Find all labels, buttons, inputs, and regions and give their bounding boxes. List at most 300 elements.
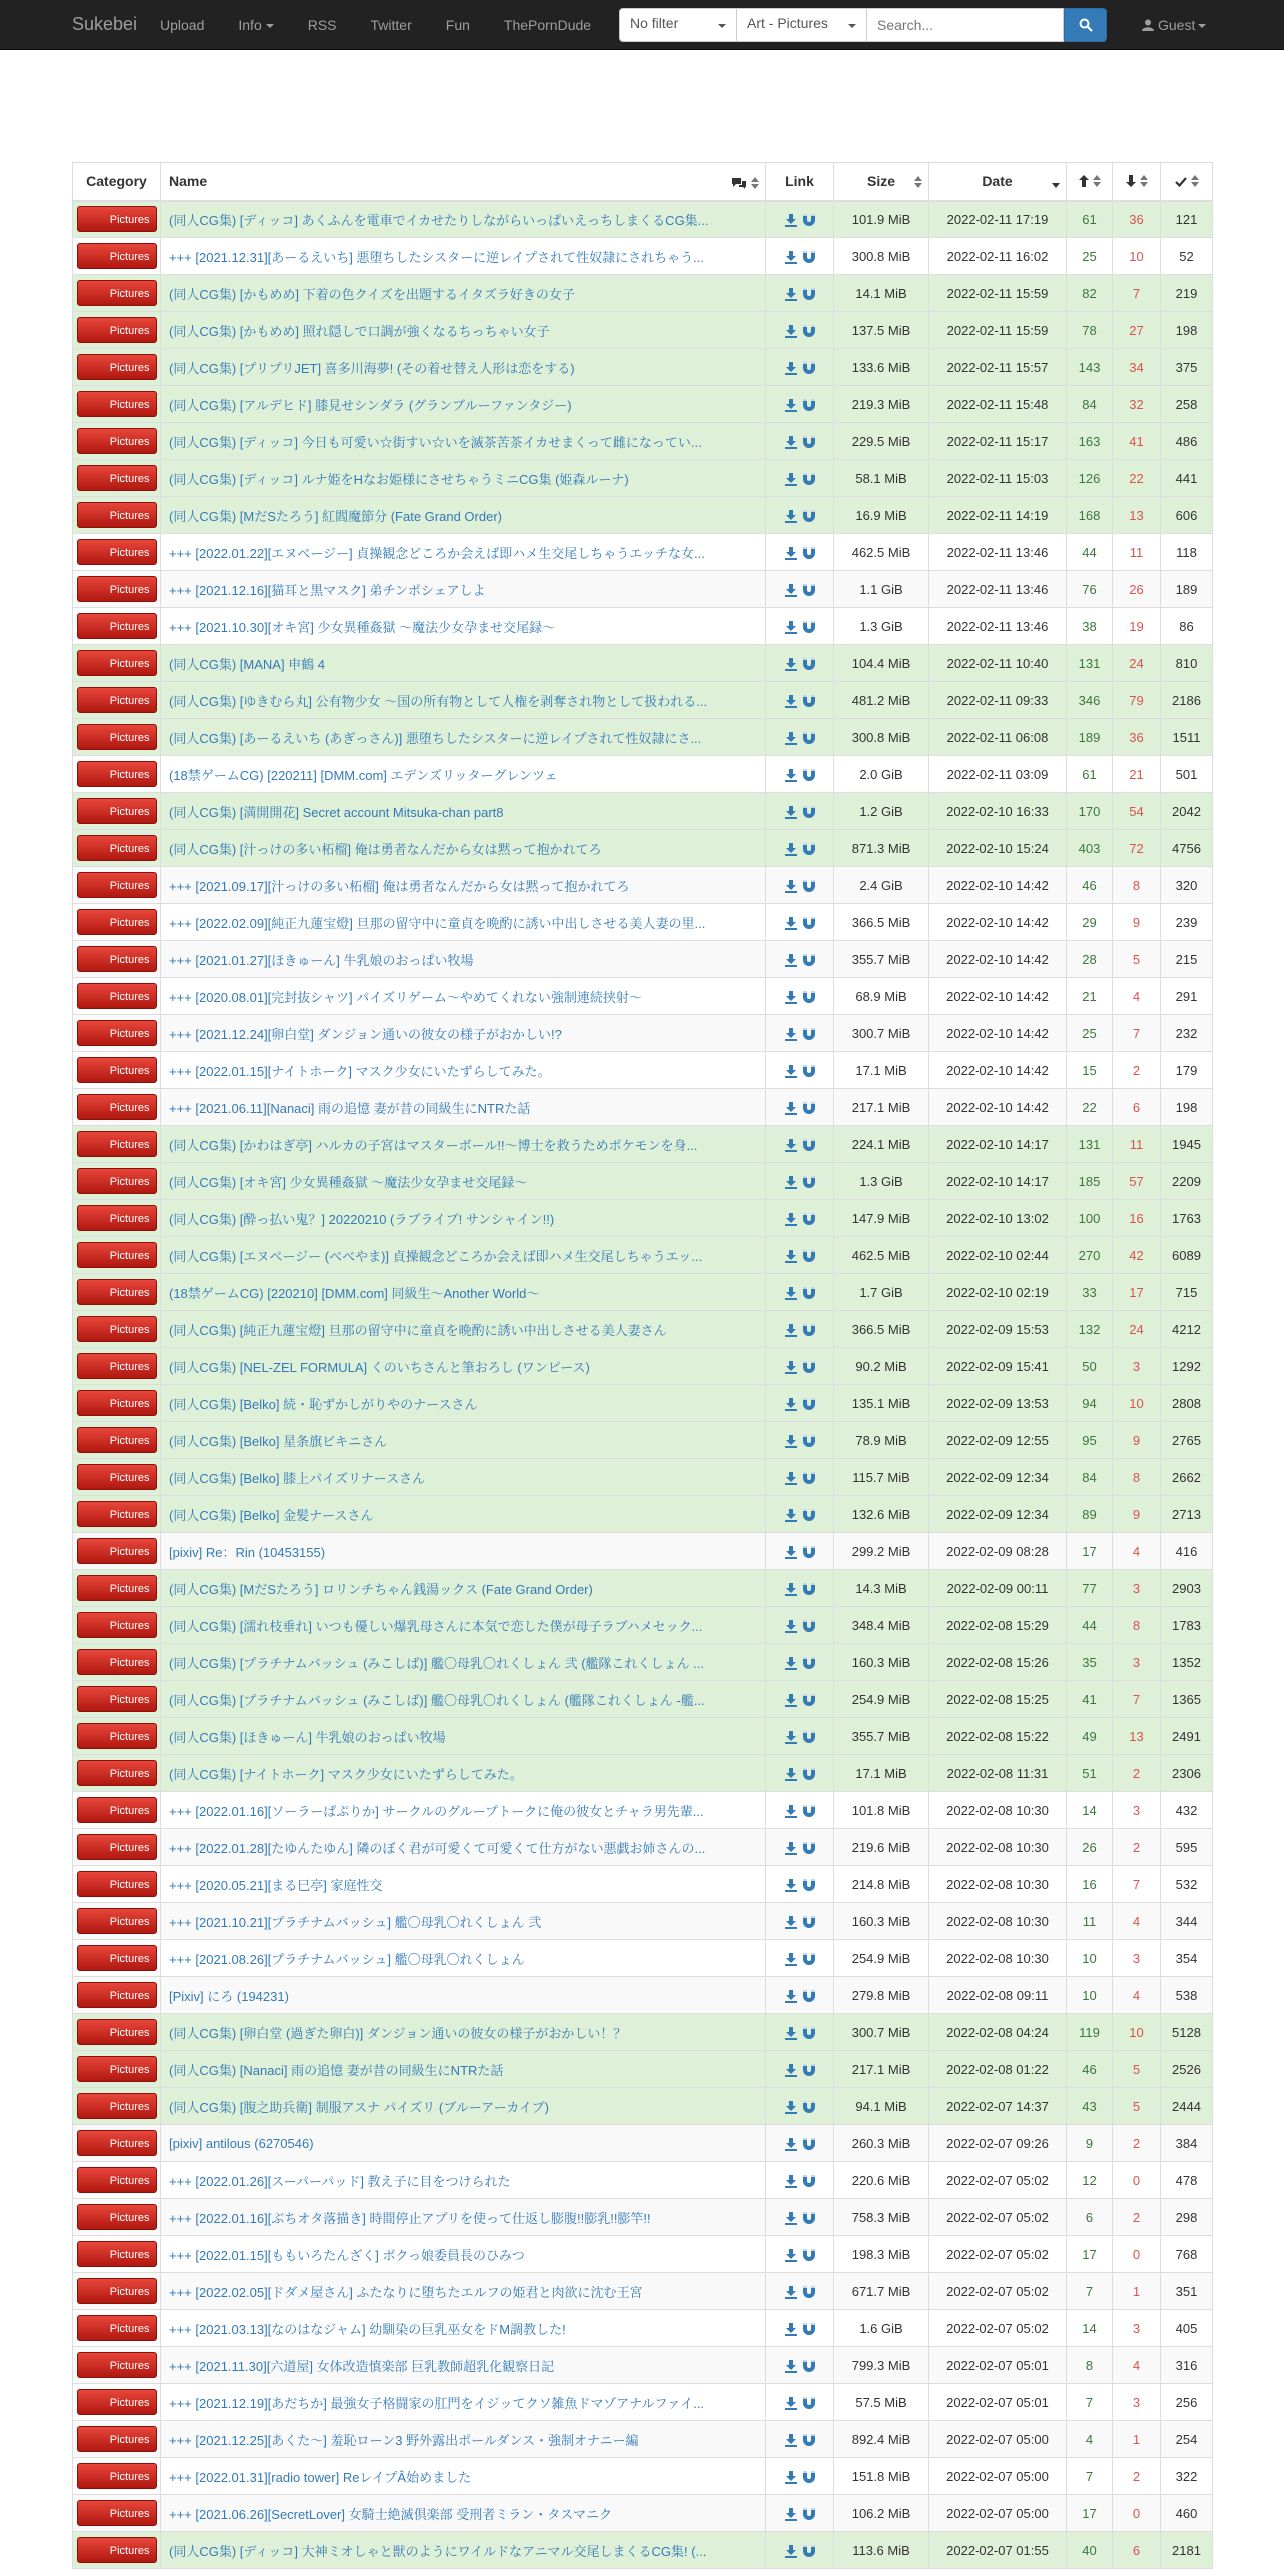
torrent-name-link[interactable]: +++ [2021.01.27][ほきゅーん] 牛乳娘のおっぱい牧場 <box>169 952 474 968</box>
category-badge[interactable]: Pictures <box>77 613 157 639</box>
torrent-name-link[interactable]: +++ [2020.05.21][まる巳亭] 家庭性交 <box>169 1877 383 1893</box>
magnet-icon[interactable] <box>803 2249 815 2262</box>
completed-cell: 1511 <box>1161 719 1213 756</box>
category-badge[interactable]: Pictures <box>77 724 157 750</box>
category-badge[interactable]: Pictures <box>77 1945 157 1971</box>
search-input[interactable] <box>867 8 1064 42</box>
download-icon[interactable] <box>785 1731 797 1744</box>
magnet-icon[interactable] <box>803 1324 815 1337</box>
download-icon[interactable] <box>785 2101 797 2114</box>
torrent-name-link[interactable]: +++ [2022.02.09][純正九蓮宝燈] 旦那の留守中に童貞を晩酌に誘い中出しさせる美人妻の里... <box>169 915 706 931</box>
download-icon[interactable] <box>785 2286 797 2299</box>
torrent-name-link[interactable]: (同人CG集) [かもめめ] 照れ隠しで口調が強くなるちっちゃい女子 <box>169 323 550 339</box>
magnet-icon[interactable] <box>803 2101 815 2114</box>
magnet-icon[interactable] <box>803 325 815 338</box>
filter-select[interactable] <box>619 8 737 42</box>
download-icon[interactable] <box>785 1213 797 1226</box>
download-icon[interactable] <box>785 288 797 301</box>
magnet-icon[interactable] <box>803 2138 815 2151</box>
magnet-icon[interactable] <box>803 1398 815 1411</box>
leechers-cell: 13 <box>1113 497 1161 534</box>
category-badge[interactable]: Pictures <box>77 354 157 380</box>
date-cell: 2022-02-07 01:55 <box>929 2532 1067 2569</box>
torrent-name-link[interactable]: (同人CG集) [プラチナムバッシュ (みこしば)] 艦〇母乳〇れくしょん 弐 (艦隊これくしょん ... <box>169 1655 704 1671</box>
category-badge[interactable]: Pictures <box>77 1797 157 1823</box>
torrent-name-link[interactable]: (同人CG集) [MANA] 申鶴 4 <box>169 656 326 672</box>
nav-info[interactable] <box>238 17 273 33</box>
download-icon[interactable] <box>785 2471 797 2484</box>
download-icon[interactable] <box>785 1694 797 1707</box>
category-badge[interactable]: Pictures <box>77 1760 157 1786</box>
magnet-icon[interactable] <box>803 1768 815 1781</box>
download-icon[interactable] <box>785 1028 797 1041</box>
download-icon[interactable] <box>785 1065 797 1078</box>
category-badge[interactable]: Pictures <box>77 2537 157 2563</box>
leechers-cell: 22 <box>1113 460 1161 497</box>
category-badge[interactable]: Pictures <box>77 1612 157 1638</box>
download-icon[interactable] <box>785 1546 797 1559</box>
magnet-icon[interactable] <box>803 2360 815 2373</box>
download-icon[interactable] <box>785 1509 797 1522</box>
download-icon[interactable] <box>785 1657 797 1670</box>
magnet-icon[interactable] <box>803 954 815 967</box>
torrent-name-link[interactable]: (同人CG集) [ナイトホーク] マスク少女にいたずらしてみた。 <box>169 1766 523 1782</box>
nav-upload[interactable]: Upload <box>160 16 205 33</box>
magnet-icon[interactable] <box>803 2175 815 2188</box>
magnet-icon[interactable] <box>803 2471 815 2484</box>
torrent-name-link[interactable]: +++ [2021.03.13][なのはなジャム] 幼馴染の巨乳巫女をドM調教した! <box>169 2321 566 2337</box>
magnet-icon[interactable] <box>803 2397 815 2410</box>
magnet-icon[interactable] <box>803 1731 815 1744</box>
magnet-icon[interactable] <box>803 732 815 745</box>
category-badge[interactable]: Pictures <box>77 1094 157 1120</box>
magnet-icon[interactable] <box>803 473 815 486</box>
category-badge[interactable]: Pictures <box>77 428 157 454</box>
category-badge[interactable]: Pictures <box>77 1501 157 1527</box>
torrent-name-link[interactable]: (同人CG集) [NEL-ZEL FORMULA] くのいちさんと筆おろし (ワンピース) <box>169 1359 590 1375</box>
torrent-name-link[interactable]: +++ [2020.08.01][完封抜シャツ] パイズリゲーム～やめてくれない強制連続挟射～ <box>169 989 642 1005</box>
download-icon[interactable] <box>785 991 797 1004</box>
magnet-icon[interactable] <box>803 547 815 560</box>
magnet-icon[interactable] <box>803 1620 815 1633</box>
magnet-icon[interactable] <box>803 1990 815 2003</box>
category-badge[interactable]: Pictures <box>77 2278 157 2304</box>
completed-cell: 232 <box>1161 1015 1213 1052</box>
torrent-name-link[interactable]: (同人CG集) [ほきゅーん] 牛乳娘のおっぱい牧場 <box>169 1729 446 1745</box>
download-icon[interactable] <box>785 806 797 819</box>
torrent-name-link[interactable]: (同人CG集) [ディッコ] ルナ姫をHなお姫様にさせちゃうミニCG集 (姫森ルーナ) <box>169 471 629 487</box>
category-badge[interactable]: Pictures <box>77 2241 157 2267</box>
size-cell: 279.8 MiB <box>834 1977 929 2014</box>
torrent-name-link[interactable]: +++ [2022.01.22][エヌベージー] 貞操観念どころか会えば即ハメ生交尾しちゃうエッチな女... <box>169 545 705 561</box>
user-menu[interactable] <box>1142 17 1206 33</box>
torrent-name-link[interactable]: (同人CG集) [プラチナムバッシュ (みこしば)] 艦〇母乳〇れくしょん (艦隊これくしょん -艦... <box>169 1692 705 1708</box>
magnet-icon[interactable] <box>803 1361 815 1374</box>
category-badge[interactable]: Pictures <box>77 909 157 935</box>
torrent-name-link[interactable]: (同人CG集) [汁っけの多い柘榴] 俺は勇者なんだから女は黙って抱かれてろ <box>169 841 602 857</box>
torrent-name-link[interactable]: (同人CG集) [ディッコ] 今日も可愛い☆街すい☆いを滅茶苦茶イカせまくって雌になってい... <box>169 434 702 450</box>
download-icon[interactable] <box>785 2175 797 2188</box>
category-badge[interactable]: Pictures <box>77 1390 157 1416</box>
link-cell <box>766 830 834 867</box>
magnet-icon[interactable] <box>803 769 815 782</box>
category-badge[interactable]: Pictures <box>77 761 157 787</box>
category-badge[interactable]: Pictures <box>77 946 157 972</box>
table-row <box>73 2273 1213 2310</box>
torrent-name-link[interactable]: +++ [2021.12.31][あーるえいち] 悪堕ちしたシスターに逆レイプされて性奴隷にされちゃう... <box>169 249 704 265</box>
magnet-icon[interactable] <box>803 510 815 523</box>
torrent-name-link[interactable]: (同人CG集) [プリプリJET] 喜多川海夢! (その着せ替え人形は恋をする) <box>169 360 575 376</box>
magnet-icon[interactable] <box>803 806 815 819</box>
category-badge[interactable]: Pictures <box>77 465 157 491</box>
category-badge[interactable]: Pictures <box>77 2426 157 2452</box>
torrent-name-link[interactable]: (18禁ゲームCG) [220211] [DMM.com] エデンズリッターグレンツェ <box>169 767 558 783</box>
magnet-icon[interactable] <box>803 214 815 227</box>
table-row <box>73 1200 1213 1237</box>
category-badge[interactable]: Pictures <box>77 2130 157 2156</box>
magnet-icon[interactable] <box>803 1657 815 1670</box>
category-badge[interactable]: Pictures <box>77 206 157 232</box>
magnet-icon[interactable] <box>803 436 815 449</box>
comments-sort[interactable] <box>731 176 759 192</box>
magnet-icon[interactable] <box>803 1509 815 1522</box>
download-icon[interactable] <box>785 1435 797 1448</box>
torrent-name-link[interactable]: +++ [2021.10.30][オキ宮] 少女異種姦獄 ～魔法少女孕ませ交尾録～ <box>169 619 556 635</box>
magnet-icon[interactable] <box>803 621 815 634</box>
torrent-name-link[interactable]: (同人CG集) [Nanaci] 雨の追憶 妻が昔の同級生にNTRた話 <box>169 2062 504 2078</box>
download-icon[interactable] <box>785 1287 797 1300</box>
torrent-name-link[interactable]: (同人CG集) [ディッコ] 大神ミオしゃと獣のようにワイルドなアニマル交尾しまくるCG集! (... <box>169 2543 707 2559</box>
torrent-name-link[interactable]: (同人CG集) [満開開花] Secret account Mitsuka-chan part8 <box>169 804 504 820</box>
download-icon[interactable] <box>785 2027 797 2040</box>
category-badge[interactable]: Pictures <box>77 2352 157 2378</box>
magnet-icon[interactable] <box>803 1213 815 1226</box>
torrent-name-link[interactable]: (同人CG集) [MだSたろう] ロリンチちゃん銭湯ックス (Fate Grand Order) <box>169 1581 593 1597</box>
size-cell: 219.6 MiB <box>834 1829 929 1866</box>
download-icon[interactable] <box>785 732 797 745</box>
magnet-icon[interactable] <box>803 2545 815 2558</box>
category-badge[interactable]: Pictures <box>77 1649 157 1675</box>
category-badge[interactable]: Pictures <box>77 243 157 269</box>
torrent-name-link[interactable]: (同人CG集) [あーるえいち (あぎっさん)] 悪堕ちしたシスターに逆レイプされて性奴隷にさ... <box>169 730 702 746</box>
category-badge[interactable]: Pictures <box>77 1982 157 2008</box>
nav-twitter[interactable]: Twitter <box>370 16 412 33</box>
header-name[interactable] <box>161 163 766 201</box>
magnet-icon[interactable] <box>803 1065 815 1078</box>
magnet-icon[interactable] <box>803 1472 815 1485</box>
magnet-icon[interactable] <box>803 2212 815 2225</box>
magnet-icon[interactable] <box>803 1102 815 1115</box>
download-icon[interactable] <box>785 1768 797 1781</box>
download-icon[interactable] <box>785 1250 797 1263</box>
torrent-name-link[interactable]: [Pixiv] にろ (194231) <box>169 1988 289 2004</box>
magnet-icon[interactable] <box>803 362 815 375</box>
category-badge[interactable]: Pictures <box>77 1464 157 1490</box>
download-icon[interactable] <box>785 2360 797 2373</box>
torrent-name-link[interactable]: (同人CG集) [濡れ枝垂れ] いつも優しい爆乳母さんに本気で恋した僕が母子ラブハメセック... <box>169 1618 703 1634</box>
category-badge[interactable]: Pictures <box>77 1871 157 1897</box>
header-date[interactable] <box>929 163 1067 201</box>
leechers-cell: 32 <box>1113 386 1161 423</box>
brand-logo[interactable]: Sukebei <box>72 14 138 34</box>
download-icon[interactable] <box>785 547 797 560</box>
category-badge[interactable]: Pictures <box>77 1834 157 1860</box>
category-badge[interactable]: Pictures <box>77 872 157 898</box>
category-cell <box>73 2347 161 2384</box>
magnet-icon[interactable] <box>803 399 815 412</box>
download-icon[interactable] <box>785 880 797 893</box>
category-badge[interactable]: Pictures <box>77 1353 157 1379</box>
download-icon[interactable] <box>785 436 797 449</box>
magnet-icon[interactable] <box>803 1250 815 1263</box>
magnet-icon[interactable] <box>803 288 815 301</box>
completed-cell: 538 <box>1161 1977 1213 2014</box>
download-icon[interactable] <box>785 2397 797 2410</box>
torrent-name-link[interactable]: +++ [2021.08.26][プラチナムバッシュ] 艦〇母乳〇れくしょん <box>169 1951 525 1967</box>
category-badge[interactable]: Pictures <box>77 2204 157 2230</box>
torrent-name-link[interactable]: (同人CG集) [Belko] 膝上パイズリナースさん <box>169 1470 426 1486</box>
download-icon[interactable] <box>785 362 797 375</box>
category-badge[interactable]: Pictures <box>77 317 157 343</box>
category-badge[interactable]: Pictures <box>77 1131 157 1157</box>
category-badge[interactable]: Pictures <box>77 2167 157 2193</box>
torrent-name-link[interactable]: (同人CG集) [ディッコ] あくふんを電車でイカせたりしながらいっぱいえっちしまくるCG集... <box>169 212 709 228</box>
magnet-icon[interactable] <box>803 1805 815 1818</box>
torrent-name-link[interactable]: +++ [2022.01.28][たゆんたゆん] 隣のぼく君が可愛くて可愛くて仕方がない悪戯お姉さんの... <box>169 1840 706 1856</box>
magnet-icon[interactable] <box>803 1916 815 1929</box>
download-icon[interactable] <box>785 1361 797 1374</box>
torrent-name-link[interactable]: [pixiv] Re：Rin (10453155) <box>169 1544 326 1560</box>
magnet-icon[interactable] <box>803 695 815 708</box>
magnet-icon[interactable] <box>803 1287 815 1300</box>
download-icon[interactable] <box>785 1139 797 1152</box>
category-badge[interactable]: Pictures <box>77 1057 157 1083</box>
torrent-name-link[interactable]: (同人CG集) [Belko] 星条旗ビキニさん <box>169 1433 388 1449</box>
torrent-name-link[interactable]: (同人CG集) [かもめめ] 下着の色クイズを出題するイタズラ好きの女子 <box>169 286 575 302</box>
torrent-name-link[interactable]: +++ [2021.12.16][猫耳と黒マスク] 弟チンポシェアしよ <box>169 582 486 598</box>
torrent-name-link[interactable]: (同人CG集) [Belko] 続・恥ずかしがりやのナースさん <box>169 1396 478 1412</box>
magnet-icon[interactable] <box>803 991 815 1004</box>
header-category[interactable]: Category <box>73 163 161 201</box>
torrent-name-link[interactable]: +++ [2022.01.31][radio tower] ReレイプÂ始めました <box>169 2469 472 2485</box>
table-row <box>73 2125 1213 2162</box>
category-badge[interactable]: Pictures <box>77 576 157 602</box>
magnet-icon[interactable] <box>803 843 815 856</box>
header-seeders[interactable] <box>1067 163 1113 201</box>
magnet-icon[interactable] <box>803 658 815 671</box>
name-cell <box>161 2088 766 2125</box>
link-cell <box>766 423 834 460</box>
download-icon[interactable] <box>785 399 797 412</box>
category-badge[interactable]: Pictures <box>77 1538 157 1564</box>
download-icon[interactable] <box>785 1879 797 1892</box>
magnet-icon[interactable] <box>803 1842 815 1855</box>
download-icon[interactable] <box>785 325 797 338</box>
download-icon[interactable] <box>785 695 797 708</box>
download-icon[interactable] <box>785 1990 797 2003</box>
torrent-name-link[interactable]: +++ [2021.12.24][卵白堂] ダンジョン通いの彼女の様子がおかしい!? <box>169 1026 562 1042</box>
download-icon[interactable] <box>785 917 797 930</box>
download-icon[interactable] <box>785 954 797 967</box>
download-icon[interactable] <box>785 251 797 264</box>
download-icon[interactable] <box>785 2508 797 2521</box>
magnet-icon[interactable] <box>803 2508 815 2521</box>
download-icon[interactable] <box>785 473 797 486</box>
download-icon[interactable] <box>785 1398 797 1411</box>
nav-rss[interactable]: RSS <box>307 16 337 33</box>
torrent-name-link[interactable]: +++ [2021.06.11][Nanaci] 雨の追憶 妻が昔の同級生にNTRた話 <box>169 1100 531 1116</box>
torrent-name-link[interactable]: (同人CG集) [アルデヒド] 膝見せシンダラ (グランブルーファンタジー) <box>169 397 572 413</box>
torrent-name-link[interactable]: (18禁ゲームCG) [220210] [DMM.com] 同級生～Another World～ <box>169 1285 540 1301</box>
category-badge[interactable]: Pictures <box>77 539 157 565</box>
torrent-name-link[interactable]: +++ [2021.06.26][SecretLover] 女騎士絶滅倶楽部 受刑者ミラン・タスマニク <box>169 2506 612 2522</box>
torrent-name-link[interactable]: [pixiv] antilous (6270546) <box>169 2135 314 2151</box>
torrent-name-link[interactable]: +++ [2022.01.16][ぶちオタ落描き] 時間停止アプリを使って仕返し膨腹!!膨乳!!膨竿!! <box>169 2210 651 2226</box>
download-icon[interactable] <box>785 1472 797 1485</box>
category-badge[interactable]: Pictures <box>77 2463 157 2489</box>
magnet-icon[interactable] <box>803 1435 815 1448</box>
category-badge[interactable]: Pictures <box>77 1020 157 1046</box>
magnet-icon[interactable] <box>803 2027 815 2040</box>
download-icon[interactable] <box>785 1176 797 1189</box>
magnet-icon[interactable] <box>803 1583 815 1596</box>
category-badge[interactable]: Pictures <box>77 650 157 676</box>
category-badge[interactable]: Pictures <box>77 1279 157 1305</box>
seeders-cell: 61 <box>1067 756 1113 793</box>
category-badge[interactable]: Pictures <box>77 835 157 861</box>
category-badge[interactable]: Pictures <box>77 2056 157 2082</box>
category-badge[interactable]: Pictures <box>77 1427 157 1453</box>
header-completed[interactable] <box>1161 163 1213 201</box>
magnet-icon[interactable] <box>803 2064 815 2077</box>
torrent-name-link[interactable]: +++ [2022.01.15][ももいろたんざく] ボクっ娘委員長のひみつ <box>169 2247 525 2263</box>
torrent-name-link[interactable]: +++ [2021.12.25][あくた～] 羞恥ローン3 野外露出ポールダンス・強制オナニー編 <box>169 2432 639 2448</box>
magnet-icon[interactable] <box>803 584 815 597</box>
magnet-icon[interactable] <box>803 1176 815 1189</box>
torrent-name-link[interactable]: +++ [2021.12.19][あだちか] 最強女子格闘家の肛門をイジッてクソ雑魚ドマゾアナルファイ... <box>169 2395 705 2411</box>
category-badge[interactable]: Pictures <box>77 1723 157 1749</box>
category-badge[interactable]: Pictures <box>77 687 157 713</box>
magnet-icon[interactable] <box>803 2434 815 2447</box>
category-badge[interactable]: Pictures <box>77 2093 157 2119</box>
category-badge[interactable]: Pictures <box>77 1575 157 1601</box>
category-badge[interactable]: Pictures <box>77 2389 157 2415</box>
torrent-name-link[interactable]: (同人CG集) [Belko] 金髪ナースさん <box>169 1507 374 1523</box>
download-icon[interactable] <box>785 2249 797 2262</box>
download-icon[interactable] <box>785 1953 797 1966</box>
category-badge[interactable]: Pictures <box>77 391 157 417</box>
torrent-name-link[interactable]: +++ [2021.11.30][六道屋] 女体改造慎楽部 巨乳教師超乳化観察日記 <box>169 2358 555 2374</box>
category-badge[interactable]: Pictures <box>77 502 157 528</box>
magnet-icon[interactable] <box>803 917 815 930</box>
magnet-icon[interactable] <box>803 1879 815 1892</box>
torrent-name-link[interactable]: +++ [2022.02.05][ドダメ屋さん] ふたなりに堕ちたエルフの姫君と肉欲に沈む王宮 <box>169 2284 643 2300</box>
torrent-name-link[interactable]: +++ [2021.10.21][プラチナムバッシュ] 艦〇母乳〇れくしょん 弐 <box>169 1914 542 1930</box>
category-badge[interactable]: Pictures <box>77 2315 157 2341</box>
torrent-name-link[interactable]: (同人CG集) [MだSたろう] 紅閻魔節分 (Fate Grand Order) <box>169 508 502 524</box>
torrent-name-link[interactable]: +++ [2022.01.15][ナイトホーク] マスク少女にいたずらしてみた。 <box>169 1063 551 1079</box>
category-badge[interactable]: Pictures <box>77 280 157 306</box>
torrent-name-link[interactable]: (同人CG集) [純正九蓮宝燈] 旦那の留守中に童貞を晩酌に誘い中出しさせる美人妻さん <box>169 1322 667 1338</box>
size-cell: 68.9 MiB <box>834 978 929 1015</box>
download-icon[interactable] <box>785 2545 797 2558</box>
magnet-icon[interactable] <box>803 1028 815 1041</box>
download-icon[interactable] <box>785 1324 797 1337</box>
category-badge[interactable]: Pictures <box>77 1908 157 1934</box>
download-icon[interactable] <box>785 1842 797 1855</box>
magnet-icon[interactable] <box>803 1953 815 1966</box>
link-cell <box>766 756 834 793</box>
torrent-name-link[interactable]: (同人CG集) [かわはぎ亭] ハルカの子宮はマスターボール!!～博士を救うためポケモンを身... <box>169 1137 698 1153</box>
category-badge[interactable]: Pictures <box>77 2500 157 2526</box>
download-icon[interactable] <box>785 584 797 597</box>
category-badge[interactable]: Pictures <box>77 1686 157 1712</box>
download-icon[interactable] <box>785 1805 797 1818</box>
magnet-icon[interactable] <box>803 2286 815 2299</box>
download-icon[interactable] <box>785 621 797 634</box>
header-size[interactable] <box>834 163 929 201</box>
name-cell <box>161 1496 766 1533</box>
torrent-name-link[interactable]: (同人CG集) [オキ宮] 少女異種姦獄 ～魔法少女孕ませ交尾録～ <box>169 1174 528 1190</box>
torrent-name-link[interactable]: +++ [2022.01.26][スーパーパッド] 教え子に目をつけられた <box>169 2173 511 2189</box>
magnet-icon[interactable] <box>803 1546 815 1559</box>
size-cell: 217.1 MiB <box>834 1089 929 1126</box>
category-badge[interactable]: Pictures <box>77 1316 157 1342</box>
category-badge[interactable]: Pictures <box>77 1242 157 1268</box>
magnet-icon[interactable] <box>803 1139 815 1152</box>
torrent-name-link[interactable]: (同人CG集) [酔っ払い鬼？] 20220210 (ラブライブ! サンシャイン!!) <box>169 1211 555 1227</box>
torrent-name-link[interactable]: +++ [2021.09.17][汁っけの多い柘榴] 俺は勇者なんだから女は黙って抱かれてろ <box>169 878 630 894</box>
torrent-name-link[interactable]: (同人CG集) [腹之助兵衛] 制服アスナ パイズリ (ブルーアーカイブ) <box>169 2099 549 2115</box>
category-badge[interactable]: Pictures <box>77 2019 157 2045</box>
download-icon[interactable] <box>785 658 797 671</box>
magnet-icon[interactable] <box>803 251 815 264</box>
download-icon[interactable] <box>785 2323 797 2336</box>
category-badge[interactable]: Pictures <box>77 983 157 1009</box>
download-icon[interactable] <box>785 1102 797 1115</box>
nav-theporndude[interactable]: ThePornDude <box>503 16 592 33</box>
torrent-name-link[interactable]: (同人CG集) [ゆきむら丸] 公有物少女 ～国の所有物として人権を剥奪され物として扱われる... <box>169 693 708 709</box>
download-icon[interactable] <box>785 769 797 782</box>
torrent-name-link[interactable]: +++ [2022.01.16][ソーラーぱぷりか] サークルのグループトークに俺の彼女とチャラ男先輩... <box>169 1803 704 1819</box>
magnet-icon[interactable] <box>803 1694 815 1707</box>
download-icon[interactable] <box>785 510 797 523</box>
magnet-icon[interactable] <box>803 2323 815 2336</box>
category-cell <box>73 2384 161 2421</box>
magnet-icon[interactable] <box>803 880 815 893</box>
search-button[interactable] <box>1064 8 1107 42</box>
category-cell <box>73 201 161 238</box>
category-select[interactable] <box>737 8 867 42</box>
torrent-name-link[interactable]: (同人CG集) [エヌベージー (べべやま)] 貞操観念どころか会えば即ハメ生交尾しちゃうエッ... <box>169 1248 703 1264</box>
category-badge[interactable]: Pictures <box>77 1205 157 1231</box>
header-leechers[interactable] <box>1113 163 1161 201</box>
download-icon[interactable] <box>785 1916 797 1929</box>
category-badge[interactable]: Pictures <box>77 798 157 824</box>
download-icon[interactable] <box>785 214 797 227</box>
download-icon[interactable] <box>785 2212 797 2225</box>
download-icon[interactable] <box>785 2064 797 2077</box>
completed-cell: 322 <box>1161 2458 1213 2495</box>
nav-fun[interactable]: Fun <box>445 16 470 33</box>
category-badge[interactable]: Pictures <box>77 1168 157 1194</box>
torrent-name-link[interactable]: (同人CG集) [卵白堂 (過ぎた卵白)] ダンジョン通いの彼女の様子がおかしい！？ <box>169 2025 627 2041</box>
download-icon[interactable] <box>785 1583 797 1596</box>
download-icon[interactable] <box>785 2138 797 2151</box>
download-icon[interactable] <box>785 2434 797 2447</box>
download-icon[interactable] <box>785 1620 797 1633</box>
download-icon[interactable] <box>785 843 797 856</box>
